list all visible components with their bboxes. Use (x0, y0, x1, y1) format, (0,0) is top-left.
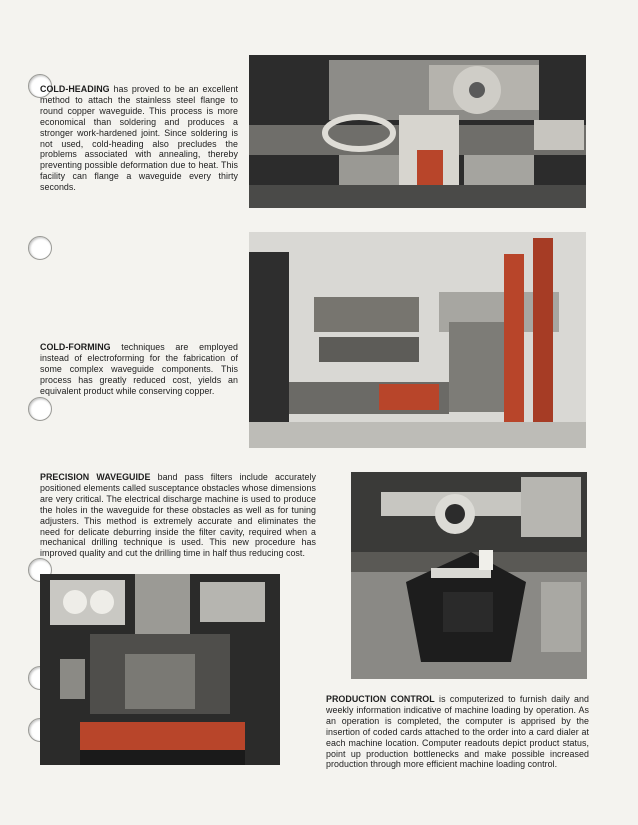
punch-hole (28, 397, 52, 421)
production-control-lead: PRODUCTION CONTROL (326, 694, 435, 704)
cold-forming-body: techniques are employed instead of electroforming for the fabrication of some complex waveguide components. This process has greatly reduced cost, yields an equivalent product while conserving copper. (40, 342, 238, 396)
precision-waveguide-body: band pass filters include accurately positioned elements called susceptance obstacles whose dimensions are very critical. The electrical discharge machine is used to produce the holes in the waveguide for these obstacles as well as for tuning adjusters. This method is extremely accurate and eliminates the need for delicate deburring inside the filter cavity, required when a mechanical drilling technique is used. This new procedure has improved quality and cut the drilling time in half thus reducing cost. (40, 472, 316, 559)
production-control-photo (351, 472, 587, 679)
cold-forming-paragraph (40, 342, 238, 397)
production-control-body: is computerized to furnish daily and weekly information indicative of machine loading by operation. As an operation is completed, the computer is apprised by the insertion of coded cards attached to the order into a card dialer at each machine location. Computer readouts depict product status, point up production bottlenecks and make possible increased production through more efficient machine loading control. (326, 694, 589, 770)
precision-waveguide-lead: PRECISION WAVEGUIDE (40, 472, 151, 482)
precision-waveguide-photo (40, 574, 280, 765)
production-control-paragraph (326, 694, 589, 770)
cold-heading-lead: COLD-HEADING (40, 84, 110, 94)
cold-heading-photo (249, 55, 586, 208)
cold-heading-body: has proved to be an excellent method to attach the stainless steel flange to round copper waveguide. This process is more economical than soldering and produces a stronger work-hardened joint. Since soldering is not used, cold-heading also precludes the problems associated with annealing, thereby preventing possible deformation due to heat. This facility can flange a waveguide every thirty seconds. (40, 84, 238, 193)
cold-forming-lead: COLD-FORMING (40, 342, 111, 352)
punch-hole (28, 236, 52, 260)
cold-forming-photo (249, 232, 586, 448)
precision-waveguide-paragraph (40, 472, 316, 559)
cold-heading-paragraph (40, 84, 238, 193)
